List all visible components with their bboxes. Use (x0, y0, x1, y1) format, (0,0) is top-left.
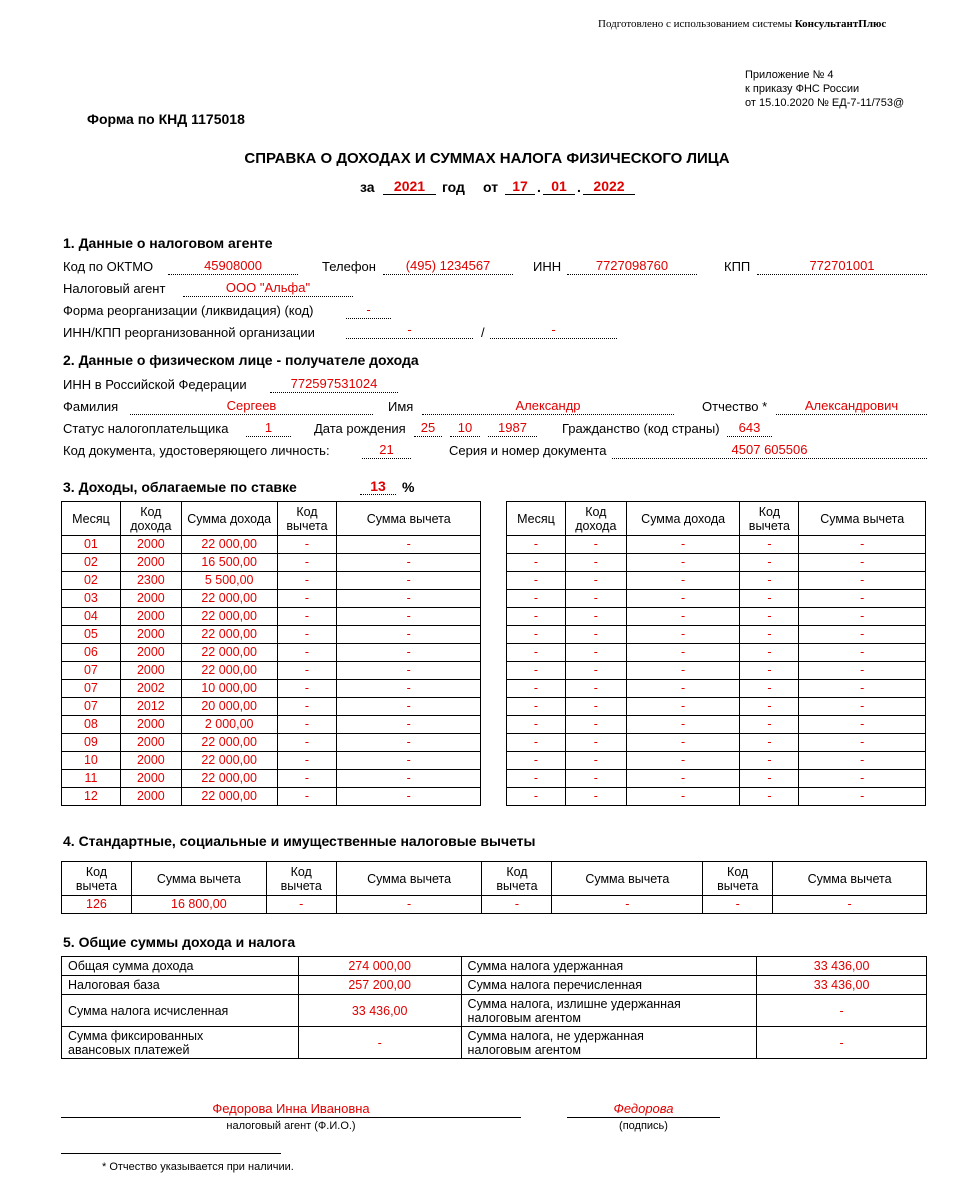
status-value: 1 (246, 420, 291, 437)
deduction-sum-cell: - (799, 572, 926, 590)
reorg-label: Форма реорганизации (ликвидация) (код) (63, 303, 314, 318)
table-row (507, 536, 926, 554)
appendix-block (745, 68, 904, 110)
income-sum-cell: 2 000,00 (181, 716, 277, 734)
section3-title: 3. Доходы, облагаемые по ставке (63, 479, 297, 495)
ded-sum-header: Сумма вычета (336, 862, 482, 896)
date-dot-2: . (577, 179, 581, 195)
deduction-code-cell: - (740, 536, 799, 554)
period-za: за (360, 179, 375, 195)
table-row (62, 608, 481, 626)
tax-calc-value: 33 436,00 (298, 995, 461, 1027)
deduction-sum-cell: - (799, 662, 926, 680)
person-inn-value: 772597531024 (270, 376, 398, 393)
ded-cell: 16 800,00 (131, 896, 266, 914)
income-code-cell: 2300 (120, 572, 181, 590)
income-sum-cell: 5 500,00 (181, 572, 277, 590)
deduction-sum-cell: - (337, 644, 481, 662)
income-code-cell: - (565, 554, 626, 572)
doc-number-label: Серия и номер документа (449, 443, 607, 458)
deduction-sum-cell: - (799, 626, 926, 644)
rate-percent: % (402, 479, 415, 495)
table-row (507, 572, 926, 590)
appendix-line-1: Приложение № 4 (745, 69, 834, 81)
deduction-sum-cell: - (799, 788, 926, 806)
header-income-sum: Сумма дохода (626, 502, 740, 536)
deduction-sum-cell: - (799, 680, 926, 698)
date-month: 01 (543, 178, 575, 195)
table-row (62, 680, 481, 698)
deduction-code-cell: - (277, 572, 337, 590)
deduction-code-cell: - (740, 626, 799, 644)
income-sum-cell: - (626, 734, 740, 752)
table-row (62, 734, 481, 752)
birth-year: 1987 (488, 420, 537, 437)
ded-cell: - (703, 896, 773, 914)
section1-title: 1. Данные о налоговом агенте (63, 235, 273, 251)
income-sum-cell: 20 000,00 (181, 698, 277, 716)
income-code-cell: 2000 (120, 644, 181, 662)
deduction-code-cell: - (740, 734, 799, 752)
agent-inn-label: ИНН (533, 259, 562, 274)
income-sum-cell: - (626, 554, 740, 572)
status-label: Статус налогоплательщика (63, 421, 229, 436)
table-row (507, 644, 926, 662)
tax-not-value: - (757, 1027, 927, 1059)
income-sum-cell: 16 500,00 (181, 554, 277, 572)
income-sum-cell: - (626, 680, 740, 698)
income-sum-cell: 22 000,00 (181, 734, 277, 752)
phone-label: Телефон (322, 259, 376, 274)
deduction-sum-cell: - (337, 590, 481, 608)
tax-base-label: Налоговая база (62, 976, 299, 995)
agent-label: Налоговый агент (63, 281, 166, 296)
deduction-code-cell: - (277, 698, 337, 716)
deduction-sum-cell: - (799, 734, 926, 752)
table-row (62, 698, 481, 716)
table-row (62, 536, 481, 554)
income-sum-cell: - (626, 536, 740, 554)
table-row (62, 770, 481, 788)
month-cell: 10 (62, 752, 121, 770)
signature-line: Федорова (567, 1101, 720, 1118)
deduction-code-cell: - (277, 662, 337, 680)
tax-over-value: - (757, 995, 927, 1027)
income-code-cell: 2002 (120, 680, 181, 698)
reorg-value: - (346, 302, 391, 319)
income-sum-cell: - (626, 770, 740, 788)
ded-code-header: Код вычета (703, 862, 773, 896)
deduction-code-cell: - (277, 554, 337, 572)
income-code-cell: - (565, 572, 626, 590)
income-sum-cell: - (626, 572, 740, 590)
income-sum-cell: 22 000,00 (181, 662, 277, 680)
month-cell: - (507, 608, 566, 626)
deduction-code-cell: - (277, 626, 337, 644)
tax-withheld-value: 33 436,00 (757, 957, 927, 976)
tax-over-label: Сумма налога, излишне удержанная налоговым агентом (461, 995, 757, 1027)
doc-code-value: 21 (362, 442, 411, 459)
table-row (62, 626, 481, 644)
income-code-cell: - (565, 626, 626, 644)
oktmo-label: Код по ОКТМО (63, 259, 154, 274)
footnote: * Отчество указывается при наличии. (102, 1161, 294, 1173)
month-cell: 07 (62, 680, 121, 698)
month-cell: - (507, 680, 566, 698)
date-day: 17 (505, 178, 535, 195)
income-code-cell: - (565, 590, 626, 608)
deduction-code-cell: - (740, 662, 799, 680)
ded-code-header: Код вычета (266, 862, 336, 896)
income-sum-cell: - (626, 644, 740, 662)
tax-calc-label: Сумма налога исчисленная (62, 995, 299, 1027)
deduction-sum-cell: - (799, 752, 926, 770)
agent-name-line: Федорова Инна Ивановна (61, 1101, 521, 1118)
income-sum-cell: 22 000,00 (181, 590, 277, 608)
deduction-sum-cell: - (337, 734, 481, 752)
fixed-adv-value: - (298, 1027, 461, 1059)
tax-transferred-value: 33 436,00 (757, 976, 927, 995)
tax-base-value: 257 200,00 (298, 976, 461, 995)
tax-transferred-label: Сумма налога перечисленная (461, 976, 757, 995)
citizenship-label: Гражданство (код страны) (562, 421, 720, 436)
deductions-table (61, 861, 927, 914)
deduction-sum-cell: - (799, 716, 926, 734)
reorg-inn-value: - (346, 322, 473, 339)
period-year: 2021 (383, 178, 436, 195)
income-code-cell: - (565, 788, 626, 806)
surname-value: Сергеев (130, 398, 373, 415)
deduction-sum-cell: - (337, 716, 481, 734)
ded-cell: - (266, 896, 336, 914)
doc-number-value: 4507 605506 (612, 442, 927, 459)
table-row (62, 716, 481, 734)
income-sum-cell: 22 000,00 (181, 770, 277, 788)
month-cell: - (507, 698, 566, 716)
deduction-code-cell: - (740, 590, 799, 608)
deduction-code-cell: - (277, 536, 337, 554)
appendix-line-2: к приказу ФНС России (745, 83, 860, 95)
table-row (507, 734, 926, 752)
deduction-sum-cell: - (337, 788, 481, 806)
deduction-code-cell: - (277, 716, 337, 734)
reorg-slash: / (481, 325, 485, 340)
totals-table (61, 956, 927, 1059)
month-cell: - (507, 644, 566, 662)
month-cell: - (507, 554, 566, 572)
name-label: Имя (388, 399, 414, 414)
period-god: год (442, 179, 465, 195)
date-year: 2022 (583, 178, 635, 195)
table-row (507, 680, 926, 698)
income-sum-cell: - (626, 698, 740, 716)
income-sum-cell: - (626, 716, 740, 734)
header-income-sum: Сумма дохода (181, 502, 277, 536)
ded-cell: - (552, 896, 703, 914)
deduction-code-cell: - (277, 788, 337, 806)
tax-withheld-label: Сумма налога удержанная (461, 957, 757, 976)
month-cell: 04 (62, 608, 121, 626)
birth-label: Дата рождения (314, 421, 406, 436)
table-row (507, 698, 926, 716)
income-code-cell: - (565, 662, 626, 680)
birth-month: 10 (450, 420, 480, 437)
signature-caption: (подпись) (619, 1120, 668, 1132)
month-cell: 03 (62, 590, 121, 608)
table-row (507, 788, 926, 806)
income-code-cell: 2000 (120, 536, 181, 554)
month-cell: - (507, 752, 566, 770)
section2-title: 2. Данные о физическом лице - получателе дохода (63, 352, 419, 368)
income-table-right (506, 501, 926, 806)
deduction-code-cell: - (740, 716, 799, 734)
income-code-cell: - (565, 770, 626, 788)
deduction-sum-cell: - (799, 536, 926, 554)
person-inn-label: ИНН в Российской Федерации (63, 377, 247, 392)
oktmo-value: 45908000 (168, 258, 298, 275)
ded-cell: - (336, 896, 482, 914)
table-row (507, 590, 926, 608)
deduction-sum-cell: - (337, 698, 481, 716)
month-cell: - (507, 590, 566, 608)
header-month: Месяц (62, 502, 121, 536)
deduction-code-cell: - (740, 752, 799, 770)
month-cell: - (507, 716, 566, 734)
birth-day: 25 (414, 420, 442, 437)
agent-caption: налоговый агент (Ф.И.О.) (226, 1120, 356, 1132)
income-sum-cell: - (626, 752, 740, 770)
ded-code-header: Код вычета (62, 862, 132, 896)
header-deduction-sum: Сумма вычета (337, 502, 481, 536)
table-row (507, 752, 926, 770)
income-code-cell: 2000 (120, 626, 181, 644)
deduction-sum-cell: - (337, 680, 481, 698)
tax-not-label: Сумма налога, не удержанная налоговым агентом (461, 1027, 757, 1059)
income-code-cell: 2000 (120, 734, 181, 752)
page-title: СПРАВКА О ДОХОДАХ И СУММАХ НАЛОГА ФИЗИЧЕСКОГО ЛИЦА (244, 150, 730, 167)
kpp-label: КПП (724, 259, 751, 274)
income-sum-cell: 22 000,00 (181, 608, 277, 626)
deduction-code-cell: - (740, 680, 799, 698)
period-ot: от (483, 179, 499, 195)
consultant-brand: КонсультантПлюс (794, 18, 887, 30)
deduction-sum-cell: - (337, 752, 481, 770)
deduction-code-cell: - (277, 752, 337, 770)
table-row (62, 590, 481, 608)
month-cell: - (507, 572, 566, 590)
table-row (62, 572, 481, 590)
doc-code-label: Код документа, удостоверяющего личность: (63, 443, 330, 458)
month-cell: 05 (62, 626, 121, 644)
deduction-code-cell: - (277, 608, 337, 626)
deduction-code-cell: - (277, 590, 337, 608)
table-row (62, 752, 481, 770)
table-row (507, 716, 926, 734)
income-sum-cell: 10 000,00 (181, 680, 277, 698)
month-cell: 11 (62, 770, 121, 788)
deduction-code-cell: - (277, 734, 337, 752)
month-cell: 02 (62, 572, 121, 590)
month-cell: 07 (62, 698, 121, 716)
income-code-cell: - (565, 716, 626, 734)
total-income-value: 274 000,00 (298, 957, 461, 976)
income-sum-cell: 22 000,00 (181, 536, 277, 554)
fixed-adv-label: Сумма фиксированных авансовых платежей (62, 1027, 299, 1059)
header-deduction-code: Код вычета (740, 502, 799, 536)
deduction-code-cell: - (740, 788, 799, 806)
income-code-cell: 2000 (120, 752, 181, 770)
month-cell: 09 (62, 734, 121, 752)
rate-value: 13 (360, 478, 396, 495)
table-row (62, 662, 481, 680)
month-cell: 02 (62, 554, 121, 572)
table-row (62, 788, 481, 806)
income-code-cell: 2000 (120, 662, 181, 680)
income-code-cell: - (565, 536, 626, 554)
deduction-sum-cell: - (337, 536, 481, 554)
deduction-sum-cell: - (799, 644, 926, 662)
phone-value: (495) 1234567 (383, 258, 513, 275)
patronymic-value: Александрович (776, 398, 927, 415)
deduction-sum-cell: - (799, 554, 926, 572)
income-sum-cell: 22 000,00 (181, 644, 277, 662)
reorg-kpp-value: - (490, 322, 617, 339)
deduction-code-cell: - (740, 572, 799, 590)
deduction-code-cell: - (740, 608, 799, 626)
ded-cell: - (773, 896, 927, 914)
income-code-cell: - (565, 752, 626, 770)
month-cell: 08 (62, 716, 121, 734)
income-sum-cell: 22 000,00 (181, 626, 277, 644)
month-cell: - (507, 536, 566, 554)
consultant-note: Подготовлено с использованием системы КонсультантПлюс (598, 18, 887, 30)
month-cell: - (507, 626, 566, 644)
header-month: Месяц (507, 502, 566, 536)
deduction-sum-cell: - (337, 770, 481, 788)
month-cell: - (507, 770, 566, 788)
header-deduction-code: Код вычета (277, 502, 337, 536)
table-row (62, 644, 481, 662)
income-code-cell: 2000 (120, 554, 181, 572)
section4-title: 4. Стандартные, социальные и имущественные налоговые вычеты (63, 833, 536, 849)
income-code-cell: 2012 (120, 698, 181, 716)
patronymic-label: Отчество * (702, 399, 768, 414)
date-dot-1: . (537, 179, 541, 195)
income-sum-cell: - (626, 662, 740, 680)
month-cell: 07 (62, 662, 121, 680)
income-table-left (61, 501, 481, 806)
agent-value: ООО "Альфа" (183, 280, 353, 297)
deduction-code-cell: - (740, 770, 799, 788)
income-sum-cell: - (626, 626, 740, 644)
table-row (507, 770, 926, 788)
month-cell: 01 (62, 536, 121, 554)
header-income-code: Код дохода (120, 502, 181, 536)
deduction-sum-cell: - (337, 626, 481, 644)
month-cell: - (507, 734, 566, 752)
ded-sum-header: Сумма вычета (773, 862, 927, 896)
total-income-label: Общая сумма дохода (62, 957, 299, 976)
reorg-inn-label: ИНН/КПП реорганизованной организации (63, 325, 315, 340)
deduction-code-cell: - (740, 644, 799, 662)
table-row (507, 662, 926, 680)
deduction-code-cell: - (740, 698, 799, 716)
deduction-sum-cell: - (799, 608, 926, 626)
appendix-line-3: от 15.10.2020 № ЕД-7-11/753@ (745, 97, 905, 109)
section5-title: 5. Общие суммы дохода и налога (63, 934, 296, 950)
income-code-cell: 2000 (120, 590, 181, 608)
agent-inn-value: 7727098760 (567, 258, 697, 275)
month-cell: 12 (62, 788, 121, 806)
income-code-cell: 2000 (120, 716, 181, 734)
income-code-cell: - (565, 698, 626, 716)
deduction-sum-cell: - (799, 698, 926, 716)
kpp-value: 772701001 (757, 258, 927, 275)
income-sum-cell: 22 000,00 (181, 788, 277, 806)
ded-cell: 126 (62, 896, 132, 914)
income-code-cell: 2000 (120, 788, 181, 806)
deduction-sum-cell: - (799, 590, 926, 608)
deduction-sum-cell: - (337, 554, 481, 572)
income-code-cell: - (565, 734, 626, 752)
deduction-sum-cell: - (799, 770, 926, 788)
income-code-cell: - (565, 644, 626, 662)
ded-cell: - (482, 896, 552, 914)
income-sum-cell: - (626, 608, 740, 626)
income-sum-cell: - (626, 788, 740, 806)
income-sum-cell: - (626, 590, 740, 608)
name-value: Александр (422, 398, 674, 415)
income-code-cell: - (565, 608, 626, 626)
month-cell: 06 (62, 644, 121, 662)
table-row (507, 608, 926, 626)
deduction-code-cell: - (277, 770, 337, 788)
citizenship-value: 643 (727, 420, 772, 437)
ded-sum-header: Сумма вычета (131, 862, 266, 896)
header-income-code: Код дохода (565, 502, 626, 536)
month-cell: - (507, 788, 566, 806)
table-row (62, 554, 481, 572)
deduction-code-cell: - (740, 554, 799, 572)
month-cell: - (507, 662, 566, 680)
income-code-cell: - (565, 680, 626, 698)
deduction-sum-cell: - (337, 662, 481, 680)
deduction-code-cell: - (277, 644, 337, 662)
header-deduction-sum: Сумма вычета (799, 502, 926, 536)
deduction-sum-cell: - (337, 572, 481, 590)
ded-code-header: Код вычета (482, 862, 552, 896)
income-code-cell: 2000 (120, 770, 181, 788)
income-sum-cell: 22 000,00 (181, 752, 277, 770)
surname-label: Фамилия (63, 399, 119, 414)
income-code-cell: 2000 (120, 608, 181, 626)
footnote-divider (61, 1153, 281, 1154)
table-row (507, 554, 926, 572)
deduction-code-cell: - (277, 680, 337, 698)
ded-sum-header: Сумма вычета (552, 862, 703, 896)
form-code: Форма по КНД 1175018 (87, 111, 245, 127)
deduction-sum-cell: - (337, 608, 481, 626)
table-row (507, 626, 926, 644)
